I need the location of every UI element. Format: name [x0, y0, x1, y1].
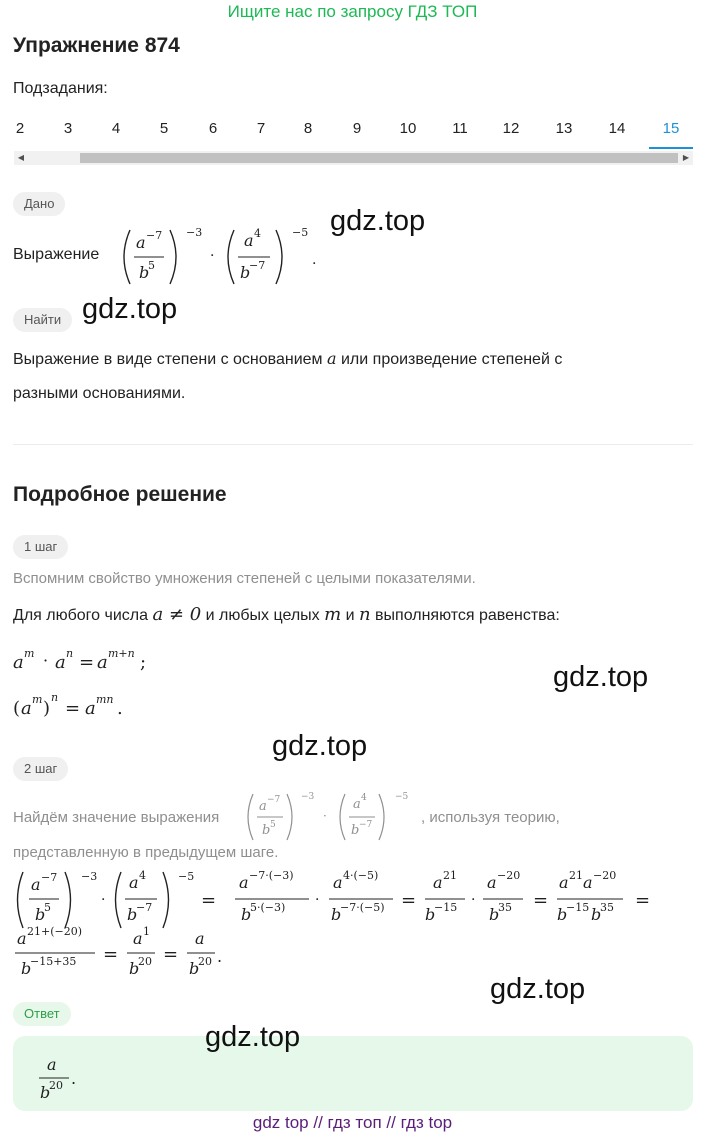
watermark: gdz.top — [490, 973, 586, 1005]
svg-text:a: a — [259, 799, 267, 814]
footer-link-gdz-top-ru[interactable]: гдз топ — [327, 1113, 382, 1132]
svg-text:4: 4 — [361, 793, 367, 803]
step2-hint-a: Найдём значение выражения — [13, 809, 220, 826]
svg-text:a: a — [583, 873, 593, 892]
tab-13[interactable]: 13 — [555, 120, 573, 137]
scrollbar-thumb[interactable] — [80, 153, 678, 163]
svg-text:a: a — [85, 698, 96, 719]
svg-text:4: 4 — [139, 869, 146, 882]
svg-text:−20: −20 — [497, 869, 521, 882]
svg-text:b: b — [139, 263, 150, 282]
svg-text:35: 35 — [498, 901, 512, 914]
tab-10[interactable]: 10 — [399, 120, 417, 137]
svg-text:·: · — [210, 248, 215, 264]
svg-text:·: · — [323, 809, 327, 823]
scroll-left-icon[interactable]: ◀ — [17, 153, 25, 162]
svg-text:;: ; — [140, 652, 147, 673]
rule-and: и — [341, 607, 359, 624]
find-text-b: или произведение степеней с — [336, 351, 563, 368]
svg-text:5: 5 — [148, 259, 155, 272]
svg-text:a: a — [136, 233, 146, 252]
step1-pill: 1 шаг — [13, 535, 68, 559]
svg-text:a: a — [559, 873, 569, 892]
step2-pill: 2 шаг — [13, 757, 68, 781]
svg-text:−7: −7 — [249, 259, 266, 272]
svg-text:−7·(−3): −7·(−3) — [249, 869, 294, 882]
svg-text:b: b — [127, 905, 138, 924]
step2-hint-line2: представленную в предыдущем шаге. — [13, 844, 279, 861]
footer-separator: // — [313, 1113, 323, 1132]
svg-text:−7: −7 — [136, 901, 153, 914]
rule-text-b: и любых целых — [201, 607, 325, 624]
tab-6[interactable]: 6 — [208, 120, 218, 137]
svg-text:−15: −15 — [434, 901, 458, 914]
svg-text:b: b — [129, 959, 140, 978]
svg-text:=: = — [163, 944, 179, 965]
svg-text:n: n — [51, 691, 59, 704]
solution-title: Подробное решение — [13, 483, 227, 506]
svg-text:21: 21 — [443, 869, 457, 882]
svg-text:a: a — [13, 652, 24, 673]
svg-text:b: b — [425, 905, 436, 924]
tab-3[interactable]: 3 — [63, 120, 73, 137]
power-rule-product — [13, 644, 193, 676]
svg-text:−15+35: −15+35 — [30, 955, 77, 968]
step1-hint: Вспомним свойство умножения степеней с целыми показателями. — [13, 570, 476, 587]
svg-text:b: b — [489, 905, 500, 924]
svg-text:−7: −7 — [267, 795, 281, 805]
svg-text:b: b — [557, 905, 568, 924]
svg-text:b: b — [331, 905, 342, 924]
svg-text:a: a — [21, 698, 32, 719]
svg-text:·: · — [101, 892, 106, 908]
svg-text:=: = — [65, 698, 81, 719]
tab-7[interactable]: 7 — [256, 120, 266, 137]
rule-text-a: Для любого числа — [13, 607, 153, 624]
promo-banner: Ищите нас по запросу ГДЗ ТОП — [227, 2, 478, 21]
svg-text:20: 20 — [198, 955, 212, 968]
svg-text:1: 1 — [143, 925, 150, 938]
tab-11[interactable]: 11 — [452, 120, 468, 137]
svg-text:): ) — [43, 698, 51, 719]
subtask-tabs — [0, 117, 705, 149]
svg-text:b: b — [240, 263, 251, 282]
svg-text:b: b — [591, 905, 602, 924]
svg-text:−3: −3 — [81, 870, 98, 883]
svg-text:4·(−5): 4·(−5) — [343, 869, 379, 882]
watermark: gdz.top — [553, 661, 649, 693]
svg-text:a: a — [239, 873, 249, 892]
svg-text:20: 20 — [49, 1079, 63, 1092]
svg-text:.: . — [312, 252, 317, 268]
tabs-scrollbar[interactable] — [14, 151, 693, 165]
svg-text:m+n: m+n — [108, 647, 135, 660]
svg-text:=: = — [201, 890, 217, 911]
given-prefix: Выражение — [13, 246, 100, 263]
step2-inline-expression — [243, 788, 418, 846]
step1-rule — [13, 604, 560, 625]
svg-text:5·(−3): 5·(−3) — [250, 901, 286, 914]
svg-text:a: a — [333, 873, 343, 892]
tab-2[interactable]: 2 — [15, 120, 25, 137]
svg-text:=: = — [533, 890, 549, 911]
svg-text:b: b — [40, 1083, 51, 1102]
tab-5[interactable]: 5 — [159, 120, 169, 137]
svg-text:−15: −15 — [566, 901, 590, 914]
scroll-right-icon[interactable]: ▶ — [682, 153, 690, 162]
svg-text:mn: mn — [96, 693, 114, 706]
watermark: gdz.top — [330, 205, 426, 237]
find-text-a: Выражение в виде степени с основанием — [13, 351, 327, 368]
svg-text:n: n — [66, 647, 74, 660]
svg-text:·: · — [471, 892, 476, 908]
svg-text:35: 35 — [600, 901, 614, 914]
svg-text:−7: −7 — [41, 871, 58, 884]
watermark: gdz.top — [82, 293, 178, 325]
svg-text:a: a — [353, 797, 361, 812]
watermark: gdz.top — [205, 1021, 301, 1053]
find-var: a — [327, 349, 337, 368]
svg-text:=: = — [79, 652, 95, 673]
footer-link-gdz-top-mixed[interactable]: гдз top — [400, 1113, 453, 1132]
section-divider — [13, 444, 693, 445]
power-rule-power — [13, 690, 193, 722]
svg-text:−7·(−5): −7·(−5) — [340, 901, 385, 914]
svg-text:5: 5 — [44, 901, 51, 914]
svg-text:−7: −7 — [146, 229, 163, 242]
step2-hint-b: , используя теорию, — [421, 809, 560, 826]
tab-15[interactable]: 15 — [649, 117, 693, 149]
svg-text:.: . — [217, 947, 223, 966]
given-expression — [116, 222, 326, 292]
svg-text:−20: −20 — [593, 869, 617, 882]
svg-text:b: b — [262, 823, 271, 838]
svg-text:b: b — [21, 959, 32, 978]
svg-text:a: a — [31, 875, 41, 894]
answer-pill: Ответ — [13, 1002, 71, 1026]
svg-text:a: a — [55, 652, 66, 673]
tab-12[interactable]: 12 — [502, 120, 520, 137]
svg-text:.: . — [117, 698, 123, 719]
svg-text:a: a — [129, 873, 139, 892]
tab-4[interactable]: 4 — [111, 120, 121, 137]
svg-text:b: b — [351, 823, 360, 838]
footer-link-gdz-top[interactable]: gdz top — [252, 1113, 309, 1132]
svg-text:a: a — [17, 929, 27, 948]
svg-text:(: ( — [13, 698, 21, 719]
svg-text:a: a — [487, 873, 497, 892]
find-line-2: разными основаниями. — [13, 385, 186, 402]
svg-text:=: = — [635, 890, 651, 911]
svg-text:=: = — [401, 890, 417, 911]
svg-text:−3: −3 — [301, 792, 315, 802]
page-title: Упражнение 874 — [13, 34, 180, 57]
watermark: gdz.top — [272, 730, 368, 762]
find-pill: Найти — [13, 308, 72, 332]
rule-m: m — [324, 604, 342, 625]
svg-text:a: a — [47, 1055, 57, 1074]
rule-n: n — [359, 604, 371, 625]
svg-text:a: a — [195, 929, 205, 948]
svg-text:.: . — [71, 1069, 77, 1088]
tab-8[interactable]: 8 — [303, 120, 313, 137]
svg-text:b: b — [241, 905, 252, 924]
svg-text:a: a — [97, 652, 108, 673]
given-pill: Дано — [13, 192, 65, 216]
svg-text:·: · — [43, 651, 49, 670]
find-line-1 — [13, 349, 562, 369]
svg-text:m: m — [24, 647, 35, 660]
footer-separator: // — [386, 1113, 396, 1132]
svg-text:20: 20 — [138, 955, 152, 968]
footer-links — [0, 1113, 705, 1133]
svg-text:=: = — [103, 944, 119, 965]
svg-text:−5: −5 — [395, 792, 409, 802]
svg-text:a: a — [133, 929, 143, 948]
answer-box — [13, 1036, 693, 1111]
svg-text:−3: −3 — [186, 226, 203, 239]
rule-text-c: выполняются равенства: — [370, 607, 560, 624]
tab-14[interactable]: 14 — [608, 120, 626, 137]
svg-text:5: 5 — [270, 820, 276, 830]
svg-text:21+(−20): 21+(−20) — [27, 925, 83, 938]
rule-condition: a ≠ 0 — [152, 604, 202, 625]
solution-line-2 — [13, 922, 253, 982]
answer-expression — [37, 1050, 97, 1102]
svg-text:4: 4 — [254, 227, 261, 240]
svg-text:−5: −5 — [178, 870, 195, 883]
svg-text:a: a — [244, 231, 254, 250]
svg-text:b: b — [35, 905, 46, 924]
svg-text:−7: −7 — [359, 820, 373, 830]
svg-text:a: a — [433, 873, 443, 892]
subtasks-label: Подзадания: — [13, 80, 108, 97]
tab-9[interactable]: 9 — [352, 120, 362, 137]
svg-text:m: m — [32, 693, 43, 706]
svg-text:−5: −5 — [292, 226, 309, 239]
svg-text:b: b — [189, 959, 200, 978]
svg-text:21: 21 — [569, 869, 583, 882]
svg-text:·: · — [315, 892, 320, 908]
